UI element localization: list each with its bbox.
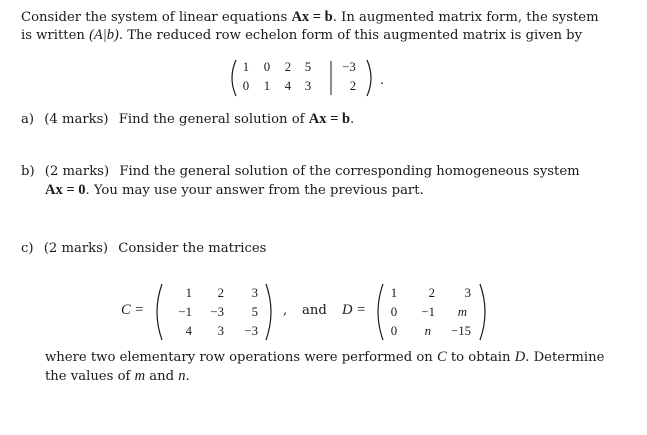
rref-cell: 0 [242, 79, 250, 93]
matrix-c-cell: 4 [185, 324, 192, 338]
part-b-text-2: . You may use your answer from the previous part. [85, 183, 424, 198]
equation-ax-0: Ax = 0 [45, 182, 86, 198]
and-word: and [302, 303, 327, 318]
var-n: n [178, 368, 186, 384]
part-a-marks: (4 marks) [44, 112, 109, 127]
intro-line-1 [21, 8, 599, 27]
part-c-marks: (2 marks) [43, 241, 109, 256]
matrix-d-cell: 0 [390, 305, 398, 319]
part-a-text: Find the general solution of [118, 112, 309, 127]
matrix-d-cell-n: n [424, 324, 431, 338]
part-c [21, 240, 266, 258]
matrix-d-cell: 3 [464, 286, 471, 300]
equation-ax-b: Ax = b [308, 111, 351, 127]
part-c-tail-text: to obtain [446, 350, 515, 365]
rref-cell: 1 [242, 60, 250, 74]
intro-text-2-cont: . The reduced row echelon form of this augmented matrix is given by [118, 28, 583, 43]
part-c-tail-2 [45, 367, 190, 386]
matrix-d-label: D = [342, 302, 366, 318]
part-a-period: . [350, 112, 355, 127]
var-m: m [134, 368, 146, 384]
rref-cell: 4 [284, 79, 292, 93]
part-c-tail-text: . [185, 369, 190, 384]
matrix-c-cell: −3 [244, 324, 258, 338]
matrix-d-cell: 2 [428, 286, 435, 300]
rref-matrix [228, 58, 378, 98]
part-c-label: c) [21, 241, 34, 256]
matrix-c-cell: 2 [217, 286, 224, 300]
matrix-c-cell: 3 [251, 286, 258, 300]
rref-cell: 0 [263, 60, 271, 74]
augmented-matrix-notation: (A|b) [89, 27, 119, 43]
matrix-d-cell: −1 [421, 305, 435, 319]
part-b-line-2 [45, 181, 424, 200]
rref-period: . [380, 73, 385, 88]
rref-cell: 1 [263, 79, 271, 93]
part-c-text: Consider the matrices [118, 241, 267, 256]
part-c-tail-text: and [145, 369, 179, 384]
matrix-c-cell: 3 [217, 324, 224, 338]
matrix-d [373, 282, 491, 342]
part-c-tail-text: where two elementary row operations were performed on [45, 350, 437, 365]
part-c-tail-text: the values of [45, 369, 135, 384]
var-c: C [436, 349, 447, 365]
intro-line-2 [21, 26, 582, 45]
intro-text-cont: . In augmented matrix form, the system [332, 10, 599, 25]
part-b [21, 163, 580, 181]
rref-cell: 2 [349, 79, 357, 93]
matrix-c-cell: −3 [210, 305, 224, 319]
part-a [21, 110, 354, 129]
equation-ax-b: Ax = b [291, 9, 333, 25]
rref-cell: 2 [284, 60, 292, 74]
intro-text: Consider the system of linear equations [21, 10, 292, 25]
part-a-label: a) [21, 112, 35, 127]
matrix-d-cell: 1 [390, 286, 398, 300]
part-b-marks: (2 marks) [44, 164, 110, 179]
rref-cell: 3 [304, 79, 312, 93]
matrix-c-cell: 1 [185, 286, 192, 300]
matrix-c-cell: 5 [251, 305, 258, 319]
matrix-c-label: C = [121, 302, 145, 318]
matrix-comma: , [283, 303, 288, 318]
matrix-d-cell: −15 [450, 324, 471, 338]
part-c-tail-text: . Determine [525, 350, 605, 365]
matrix-d-cell-m: m [457, 305, 467, 319]
part-b-label: b) [21, 164, 35, 179]
matrix-c [152, 282, 277, 342]
intro-text-2: is written [21, 28, 90, 43]
matrix-c-cell: −1 [178, 305, 192, 319]
rref-cell: −3 [342, 60, 356, 74]
var-d: D [514, 349, 526, 365]
rref-cell: 5 [304, 60, 312, 74]
part-c-tail-1 [45, 348, 604, 367]
matrix-d-cell: 0 [390, 324, 398, 338]
part-b-text: Find the general solution of the corresponding homogeneous system [119, 164, 580, 179]
